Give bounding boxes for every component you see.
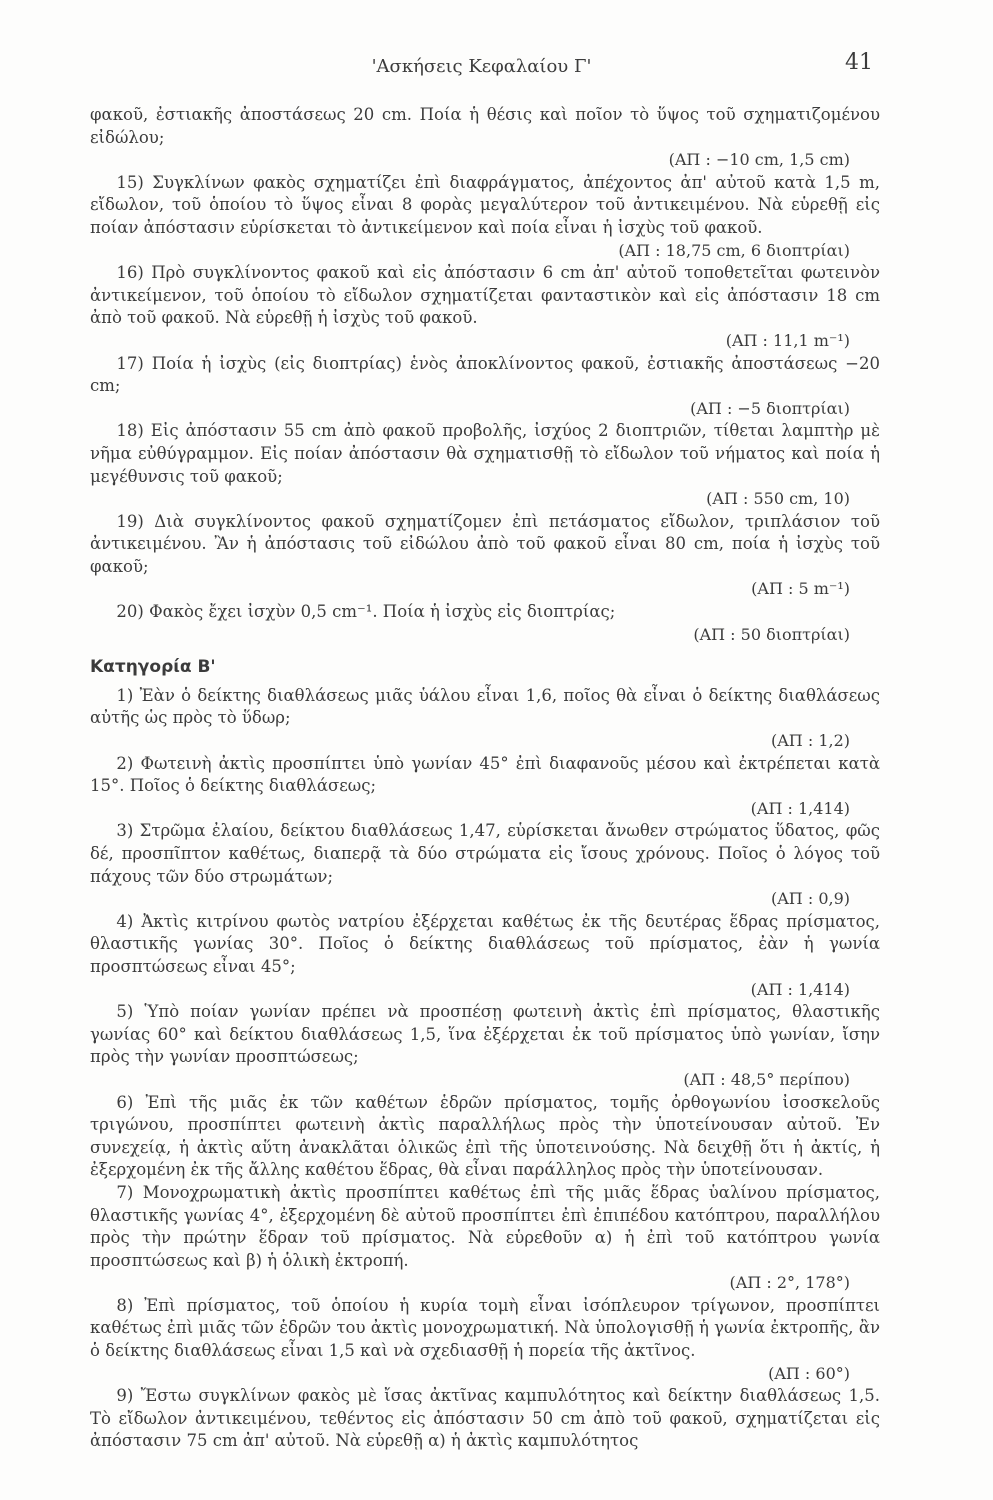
exercise-20: 20) Φακὸς ἔχει ἰσχὺν 0,5 cm⁻¹. Ποία ἡ ἰσχὺς εἰς διοπτρίας; <box>116 602 616 622</box>
answer: (ΑΠ : 48,5° περίπου) <box>683 1069 850 1089</box>
exercise-continued: φακοῦ, ἐστιακῆς ἀποστάσεως 20 cm. Ποία ἡ θέσις καὶ ποῖον τὸ ὕψος τοῦ σχηματιζομένου εἰδώλου; <box>90 105 880 147</box>
exercise-17: 17) Ποία ἡ ἰσχὺς (εἰς διοπτρίας) ἑνὸς ἀποκλίνοντος φακοῦ, ἐστιακῆς ἀποστάσεως −20 cm; <box>90 353 880 396</box>
answer: (ΑΠ : 2°, 178°) <box>729 1273 850 1293</box>
answer: (ΑΠ : 550 cm, 10) <box>706 489 850 509</box>
exercise-b3: 3) Στρῶμα ἐλαίου, δείκτου διαθλάσεως 1,47, εὑρίσκεται ἄνωθεν στρώματος ὕδατος, φῶς δέ, προσπῖπτον καθέτως, διαπερᾷ τὰ δύο στρώματα εἰς ἴσους χρόνους. Ποῖος ὁ λόγος τοῦ πάχους τῶν δύο στρωμάτων; <box>90 821 880 886</box>
exercise-b1: 1) Ἐὰν ὁ δείκτης διαθλάσεως μιᾶς ὑάλου εἶναι 1,6, ποῖος θὰ εἶναι ὁ δείκτης διαθλάσεως αὐτῆς ὡς πρὸς τὸ ὕδωρ; <box>90 685 880 728</box>
page-header <box>90 50 873 82</box>
answer: (ΑΠ : −5 διοπτρίαι) <box>690 398 850 418</box>
exercise-b7: 7) Μονοχρωματικὴ ἀκτὶς προσπίπτει καθέτως ἐπὶ τῆς μιᾶς ἕδρας ὑαλίνου πρίσματος, θλαστικῆς γωνίας 4°, ἐξερχομένη δὲ αὐτοῦ προσπίπτει ἐπὶ ἐπιπέδου κατόπτρου, παραλλήλου πρὸς τὴν πρώτην ἕδραν τοῦ πρίσματος. Νὰ εὑρεθοῦν α) ἡ ἐπὶ τοῦ κατόπτρου γωνία προσπτώσεως καὶ β) ἡ ὁλικὴ ἐκτροπή. <box>90 1182 880 1270</box>
answer: (ΑΠ : 18,75 cm, 6 διοπτρίαι) <box>618 240 850 260</box>
exercise-b9: 9) Ἔστω συγκλίνων φακὸς μὲ ἴσας ἀκτῖνας καμπυλότητος καὶ δείκτην διαθλάσεως 1,5. Τὸ εἴδωλον ἀντικειμένου, τεθέντος εἰς ἀπόστασιν 50 cm ἀπὸ τοῦ φακοῦ, σχηματίζεται εἰς ἀπόστασιν 75 cm ἀπ' αὐτοῦ. Νὰ εὑρεθῇ α) ἡ ἀκτὶς καμπυλότητος <box>90 1386 880 1451</box>
answer: (ΑΠ : −10 cm, 1,5 cm) <box>668 150 850 170</box>
answer: (ΑΠ : 50 διοπτρίαι) <box>693 624 850 644</box>
page-body <box>90 104 880 1453</box>
answer: (ΑΠ : 0,9) <box>771 889 850 909</box>
answer: (ΑΠ : 1,414) <box>750 979 850 999</box>
running-title: 'Ασκήσεις Κεφαλαίου Γ' <box>371 56 592 77</box>
answer: (ΑΠ : 1,414) <box>750 798 850 818</box>
answer: (ΑΠ : 5 m⁻¹) <box>751 579 850 599</box>
exercise-b4: 4) Ἀκτὶς κιτρίνου φωτὸς νατρίου ἐξέρχεται καθέτως ἐκ τῆς δευτέρας ἕδρας πρίσματος, θλαστικῆς γωνίας 30°. Ποῖος ὁ δείκτης διαθλάσεως τοῦ πρίσματος, ἐὰν ἡ γωνία προσπτώσεως εἶναι 45°; <box>90 911 880 976</box>
exercise-b2: 2) Φωτεινὴ ἀκτὶς προσπίπτει ὑπὸ γωνίαν 45° ἐπὶ διαφανοῦς μέσου καὶ ἐκτρέπεται κατὰ 15°. Ποῖος ὁ δείκτης διαθλάσεως; <box>90 753 880 796</box>
exercise-b8: 8) Ἐπὶ πρίσματος, τοῦ ὁποίου ἡ κυρία τομὴ εἶναι ἰσόπλευρον τρίγωνον, προσπίπτει καθέτως ἐπὶ μιᾶς τῶν ἑδρῶν του ἀκτὶς μονοχρωματική. Νὰ ὑπολογισθῇ ἡ γωνία ἐκτροπῆς, ἂν ὁ δείκτης διαθλάσεως εἶναι 1,5 καὶ νὰ σχεδιασθῇ ἡ πορεία τῆς ἀκτῖνος. <box>90 1295 880 1361</box>
section-heading: Κατηγορία Β' <box>90 657 216 678</box>
answer: (ΑΠ : 60°) <box>768 1363 850 1383</box>
answer: (ΑΠ : 11,1 m⁻¹) <box>725 330 850 350</box>
page-number: 41 <box>845 50 873 75</box>
exercise-18: 18) Εἰς ἀπόστασιν 55 cm ἀπὸ φακοῦ προβολῆς, ἰσχύος 2 διοπτριῶν, τίθεται λαμπτὴρ μὲ νῆμα εὐθύγραμμον. Εἰς ποίαν ἀπόστασιν θὰ σχηματισθῇ τὸ εἴδωλον τοῦ νήματος καὶ ποία ἡ μεγέθυνσις τοῦ φακοῦ; <box>90 421 880 486</box>
exercise-16: 16) Πρὸ συγκλίνοντος φακοῦ καὶ εἰς ἀπόστασιν 6 cm ἀπ' αὐτοῦ τοποθετεῖται φωτεινὸν ἀντικείμενον, τοῦ ὁποίου τὸ εἴδωλον σχηματίζεται φανταστικὸν καὶ εἰς ἀπόστασιν 18 cm ἀπὸ τοῦ φακοῦ. Νὰ εὑρεθῇ ἡ ἰσχὺς τοῦ φακοῦ. <box>90 263 880 328</box>
exercise-19: 19) Διὰ συγκλίνοντος φακοῦ σχηματίζομεν ἐπὶ πετάσματος εἴδωλον, τριπλάσιον τοῦ ἀντικειμένου. Ἂν ἡ ἀπόστασις τοῦ εἰδώλου ἀπὸ τοῦ φακοῦ εἶναι 80 cm, ποία ἡ ἰσχὺς τοῦ φακοῦ; <box>90 511 880 576</box>
exercise-15: 15) Συγκλίνων φακὸς σχηματίζει ἐπὶ διαφράγματος, ἀπέχοντος ἀπ' αὐτοῦ κατὰ 1,5 m, εἴδωλον, τοῦ ὁποίου τὸ ὕψος εἶναι 8 φορὰς μεγαλύτερον τοῦ ἀντικειμένου. Νὰ εὑρεθῇ εἰς ποίαν ἀπόστασιν εὑρίσκεται τὸ ἀντικείμενον καὶ ποία εἶναι ἡ ἰσχὺς τοῦ φακοῦ. <box>90 172 880 237</box>
answer: (ΑΠ : 1,2) <box>771 731 850 751</box>
exercise-b6: 6) Ἐπὶ τῆς μιᾶς ἐκ τῶν καθέτων ἑδρῶν πρίσματος, τομῆς ὀρθογωνίου ἰσοσκελοῦς τριγώνου, προσπίπτει φωτεινὴ ἀκτὶς παραλλήλως πρὸς τὴν ὑποτείνουσαν αὐτοῦ. Ἐν συνεχείᾳ, ἡ ἀκτὶς αὕτη ἀνακλᾶται ὁλικῶς ἐπὶ τῆς ὑποτεινούσης. Νὰ δειχθῇ ὅτι ἡ ἀκτίς, ἡ ἐξερχομένη ἐκ τῆς ἄλλης καθέτου ἕδρας, θὰ εἶναι παράλληλος πρὸς τὴν ὑποτείνουσαν. <box>90 1092 880 1180</box>
exercise-b5: 5) Ὑπὸ ποίαν γωνίαν πρέπει νὰ προσπέσῃ φωτεινὴ ἀκτὶς ἐπὶ πρίσματος, θλαστικῆς γωνίας 60° καὶ δείκτου διαθλάσεως 1,5, ἵνα ἐξέρχεται ἐκ τοῦ πρίσματος ὑπὸ γωνίαν, ἴσην πρὸς τὴν γωνίαν προσπτώσεως; <box>90 1002 880 1067</box>
